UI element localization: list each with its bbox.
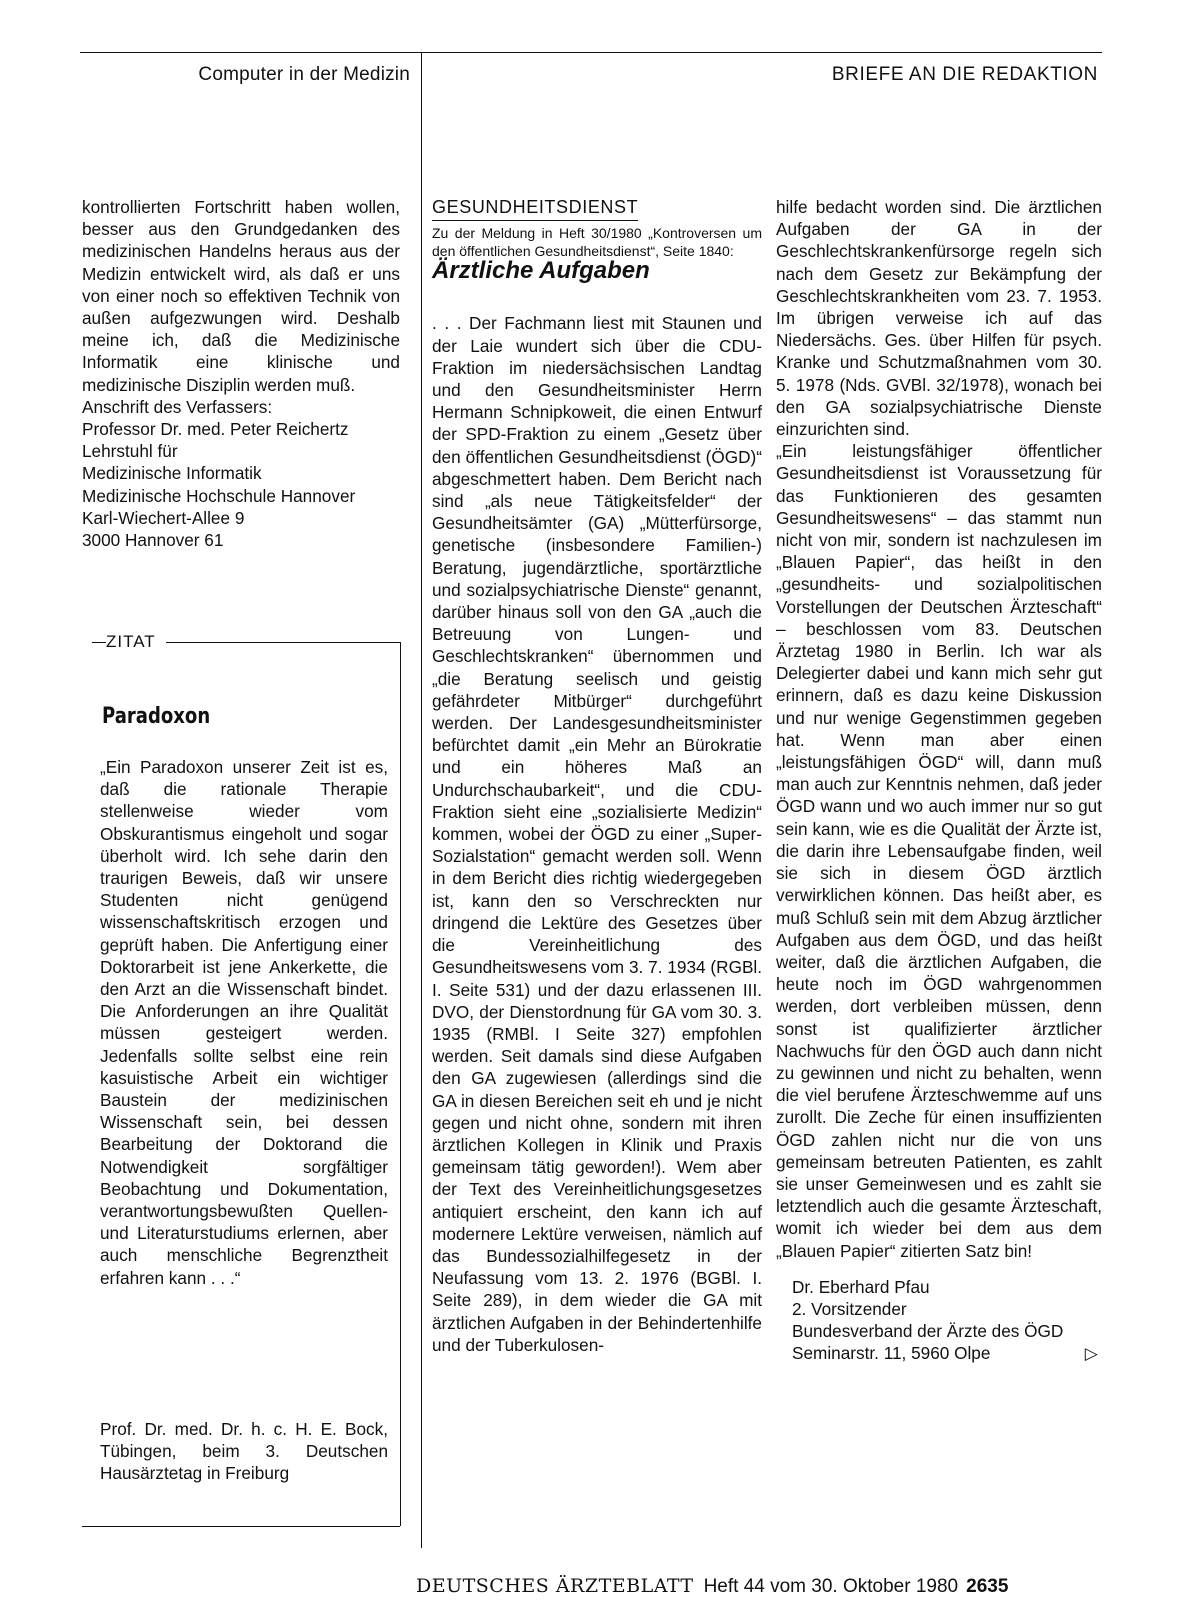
issue-info: Heft 44 vom 30. Oktober 1980 [703, 1576, 959, 1597]
column-3 [776, 196, 1102, 1365]
address-line: Medizinische Informatik [82, 463, 262, 484]
column-divider [421, 52, 422, 1548]
section-header-right: BRIEFE AN DIE REDAKTION [831, 64, 1098, 85]
address-line: 3000 Hannover 61 [82, 530, 224, 551]
article-intro: Zu der Meldung in Heft 30/1980 „Kontroversen um den öffentlichen Gesundheitsdienst“, Seite 1840: [432, 225, 762, 259]
column-2 [432, 196, 762, 1356]
signature [776, 1276, 1102, 1365]
section-header-left: Computer in der Medizin [198, 64, 410, 85]
signature-address: Seminarstr. 11, 5960 Olpe [792, 1343, 991, 1364]
page-number: 2635 [966, 1576, 1009, 1597]
author-address [82, 396, 400, 551]
continue-arrow-icon: ▷ [1084, 1343, 1098, 1364]
zitat-rule-right [166, 642, 400, 643]
article-kicker: GESUNDHEITSDIENST [432, 196, 638, 221]
zitat-body: „Ein Paradoxon unserer Zeit ist es, daß die rationale Therapie stellenweise wieder vom Obskurantismus eingeholt und sogar überholt wird. Ich sehe darin den traurigen Beweis, daß wir unsere Studenten nicht genügend wissenschaftskritisch erzogen und geprüft haben. Die Anfertigung einer Doktorarbeit ist jene Ankerkette, die den Arzt an die Wissenschaft bindet. Die Anforderungen an ihre Qualität müssen gesteigert werden. Jedenfalls sollte selbst eine rein kasuistische Arbeit ein wichtiger Baustein der medizinischen Wissenschaft sein, bei dessen Bearbeitung der Doktorand die Notwendigkeit sorgfältiger Beobachtung und Dokumentation, verantwortungsbewußten Quellen- und Literaturstudiums erlernen, aber auch menschliche Begrenztheit erfahren kann . . .“ [100, 757, 388, 1288]
zitat-author: Prof. Dr. med. Dr. h. c. H. E. Bock, Tübingen, beim 3. Deutschen Hausärztetag in Freiburg [100, 1419, 388, 1484]
article-body-col3-p1: hilfe bedacht worden sind. Die ärztlichen Aufgaben der GA in der Geschlechtskrankenfürsorge regeln sich nach dem Gesetz zur Bekämpfung der Geschlechtskrankheiten vom 23. 7. 1953. Im übrigen verweise ich auf das Niedersächs. Ges. über Hilfen für psych. Kranke und Schutzmaßnahmen vom 30. 5. 1978 (Nds. GVBl. 32/1978), wonach bei den GA sozialpsychiatrische Dienste einzurichten sind. [776, 197, 1102, 440]
signature-line-last [792, 1342, 1102, 1364]
signature-line: 2. Vorsitzender [792, 1298, 907, 1319]
column-1 [82, 196, 400, 551]
zitat-title: Paradoxon [102, 704, 211, 729]
zitat-box-border [400, 642, 401, 1526]
article-body-col2: . . . Der Fachmann liest mit Staunen und der Laie wundert sich über die CDU-Fraktion im niedersächsischen Landtag und den Gesundheitsminister Herrn Hermann Schnipkoweit, die einen Entwurf der SPD-Fraktion zu einem „Gesetz über den öffentlichen Gesundheitsdienst (ÖGD)“ abgeschmettert haben. Dem Bericht nach sind „als neue Tätigkeitsfelder“ der Gesundheitsämter (GA) „Mütterfürsorge, genetische (insbesondere Familien-) Beratung, jugendärztliche, sportärztliche und sozialpsychiatrische Dienste“ genannt, darüber hinaus soll von den GA „auch die Betreuung von Lungen- und Geschlechtskranken“ übernommen und „die Beratung seelisch und geistig gefährdeter Mitbürger“ durchgeführt werden. Der Landesgesundheitsminister befürchtet damit „ein Mehr an Bürokratie und ein höheres Maß an Undurchschaubarkeit“, und die CDU-Fraktion sieht eine „sozialisierte Medizin“ kommen, wobei der ÖGD zu einer „Super-Sozialstation“ gemacht werden soll. Wenn in dem Bericht dies richtig wiedergegeben ist, kann den so Verschreckten nur dringend die Lektüre des Gesetzes über die Vereinheitlichung des Gesundheitswesens vom 3. 7. 1934 (RGBl. I. Seite 531) und der dazu erlassenen III. DVO, der Dienstordnung für GA vom 30. 3. 1935 (RMBl. I Seite 327) empfohlen werden. Seit damals sind diese Aufgaben den GA zugewiesen (allerdings sind die GA in diesen Bereichen seit eh und je nicht gegen und nicht ohne, sondern mit ihren ärztlichen Kollegen in Klinik und Praxis gemeinsam tätig geworden!). Wem aber der Text des Vereinheitlichungsgesetzes antiquiert erscheint, den kann ich auf modernere Lektüre verweisen, nämlich auf das Bundessozialhilfegesetz in der Neufassung vom 13. 2. 1976 (BGBl. I. Seite 289), in dem wieder die GA mit ärztlichen Aufgaben in der Behindertenhilfe und der Tuberkulosen- [432, 313, 762, 1355]
address-line: Karl-Wiechert-Allee 9 [82, 507, 245, 528]
address-line: Professor Dr. med. Peter Reichertz [82, 419, 349, 440]
signature-line: Dr. Eberhard Pfau [792, 1276, 930, 1297]
address-line: Lehrstuhl für [82, 441, 178, 462]
signature-line: Bundesverband der Ärzte des ÖGD [792, 1321, 1064, 1342]
article-body-col3-p2: „Ein leistungsfähiger öffentlicher Gesundheitsdienst ist Voraussetzung für das Funktionieren des gesamten Gesundheitswesens“ – das stammt nun nicht von mir, sondern ist nachzulesen im „Blauen Papier“, das heißt in den „gesundheits- und sozialpolitischen Vorstellungen der Deutschen Ärzteschaft“ – beschlossen vom 83. Deutschen Ärztetag 1980 in Berlin. Ich war als Delegierter dabei und kann mich sehr gut erinnern, daß es dazu keine Diskussion und nur wenige Gegenstimmen gegeben hat. Wenn man aber einen „leistungsfähigen ÖGD“ will, dann muß man auch zur Kenntnis nehmen, daß jeder ÖGD wann und wo auch immer nur so gut sein kann, wie es die Qualität der Ärzte ist, die darin ihre Lebensaufgabe finden, weil sie sich in diesem ÖGD ärztlich verwirklichen können. Das heißt aber, es muß Schluß sein mit dem Abzug ärztlicher Aufgaben aus dem ÖGD, und das heißt weiter, daß die ärztlichen Aufgaben, die heute noch im ÖGD wahrgenommen werden, dort verbleiben müssen, denn sonst ist qualifizierter ärztlicher Nachwuchs für den ÖGD auch dann nicht zu gewinnen und nicht zu behalten, wenn die viel berufene Ärzteschwemme auf uns zurollt. Die Zeche für einen insuffizienten ÖGD zahlen nicht nur die von uns gemeinsam betreuten Patienten, es zahlt sie unser Gemeinwesen und es zahlt sie letztendlich auch die gesamte Ärzteschaft, womit ich wieder bei dem aus dem „Blauen Papier“ zitierten Satz bin! [776, 441, 1102, 1261]
address-line: Medizinische Hochschule Hannover [82, 485, 356, 506]
col1-paragraph: kontrollierten Fortschritt haben wollen, besser aus den Grundgedanken des medizinischen Handelns heraus aus der Medizin entwickelt wird, als daß er uns von einer noch so effektiven Technik von außen aufgezwungen wird. Deshalb meine ich, daß die Medizinische Informatik eine klinische und medizinische Disziplin werden muß. [82, 197, 400, 395]
zitat-rule-left [92, 642, 106, 643]
header-rule [80, 52, 1102, 53]
zitat-label: ZITAT [106, 632, 156, 651]
article-headline: Ärztliche Aufgaben [432, 257, 650, 285]
zitat-box-bottom [82, 1526, 400, 1527]
page-footer [416, 1575, 1098, 1598]
address-line: Anschrift des Verfassers: [82, 396, 273, 417]
magazine-name: DEUTSCHES ÄRZTEBLATT [416, 1575, 694, 1597]
